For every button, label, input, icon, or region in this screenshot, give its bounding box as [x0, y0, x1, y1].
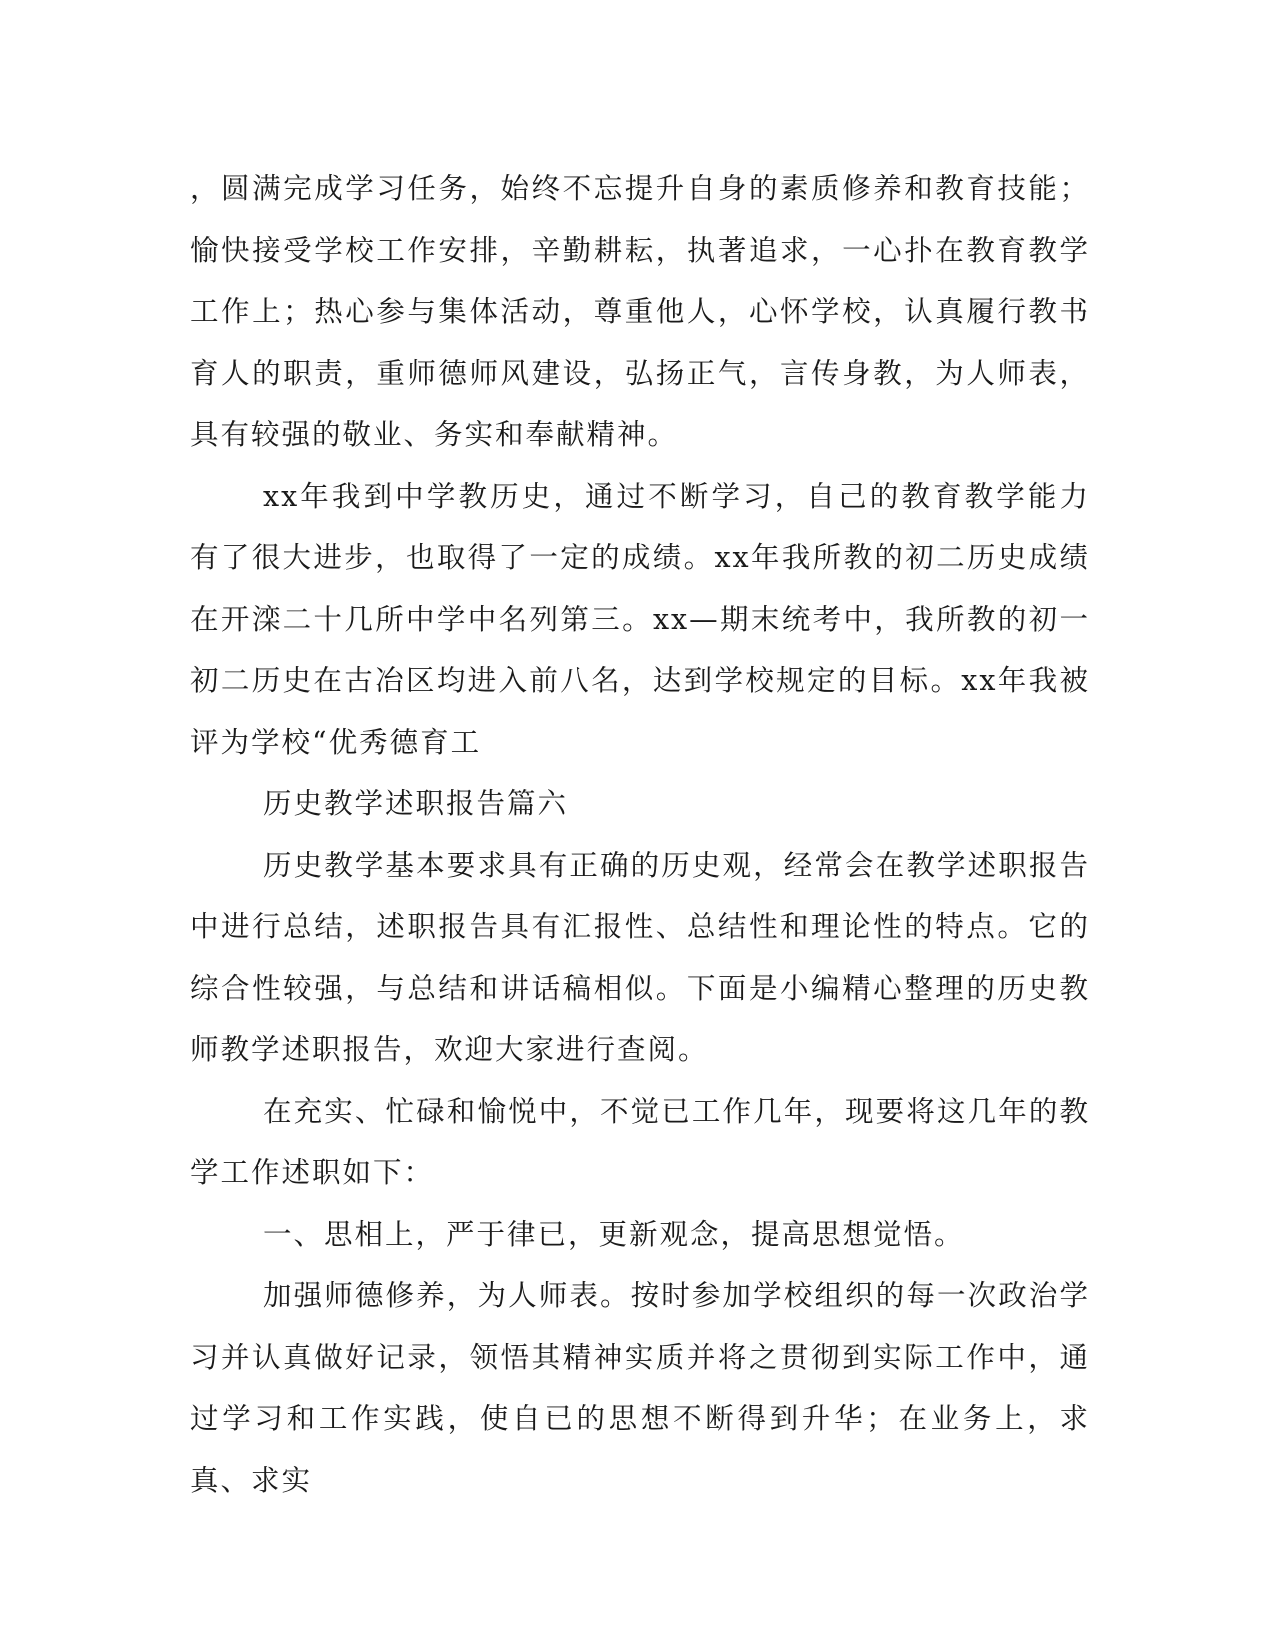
paragraph-ethics: 加强师德修养，为人师表。按时参加学校组织的每一次政治学习并认真做好记录，领悟其精神实质并将之贯彻到实际工作中，通过学习和工作实践，使自已的思想不断得到升华；在业务上，求真、求实 [190, 1279, 1090, 1497]
paragraph-opening: 在充实、忙碌和愉悦中，不觉已工作几年，现要将这几年的教学工作述职如下： [190, 1094, 1090, 1189]
section-subheading: 一、思相上，严于律已，更新观念，提高思想觉悟。 [263, 1217, 965, 1251]
paragraph-continuation: ，圆满完成学习任务，始终不忘提升自身的素质修养和教育技能；愉快接受学校工作安排，辛勤耕耘，执著追求，一心扑在教育教学工作上；热心参与集体活动，尊重他人，心怀学校，认真履行教书育人的职责，重师德师风建设，弘扬正气，言传身教，为人师表，具有较强的敬业、务实和奉献精神。 [190, 172, 1090, 451]
paragraph-intro: 历史教学基本要求具有正确的历史观，经常会在教学述职报告中进行总结，述职报告具有汇报性、总结性和理论性的特点。它的综合性较强，与总结和讲话稿相似。下面是小编精心整理的历史教师教学述职报告，欢迎大家进行查阅。 [190, 848, 1090, 1066]
section-heading: 历史教学述职报告篇六 [263, 787, 569, 820]
document-body [190, 158, 1090, 1511]
paragraph-achievements: xx年我到中学教历史，通过不断学习，自己的教育教学能力有了很大进步，也取得了一定的成绩。xx年我所教的初二历史成绩在开滦二十几所中学中名列第三。xx—期末统考中，我所教的初一初二历史在古冶区均进入前八名，达到学校规定的目标。xx年我被评为学校“优秀德育工 [190, 479, 1090, 759]
